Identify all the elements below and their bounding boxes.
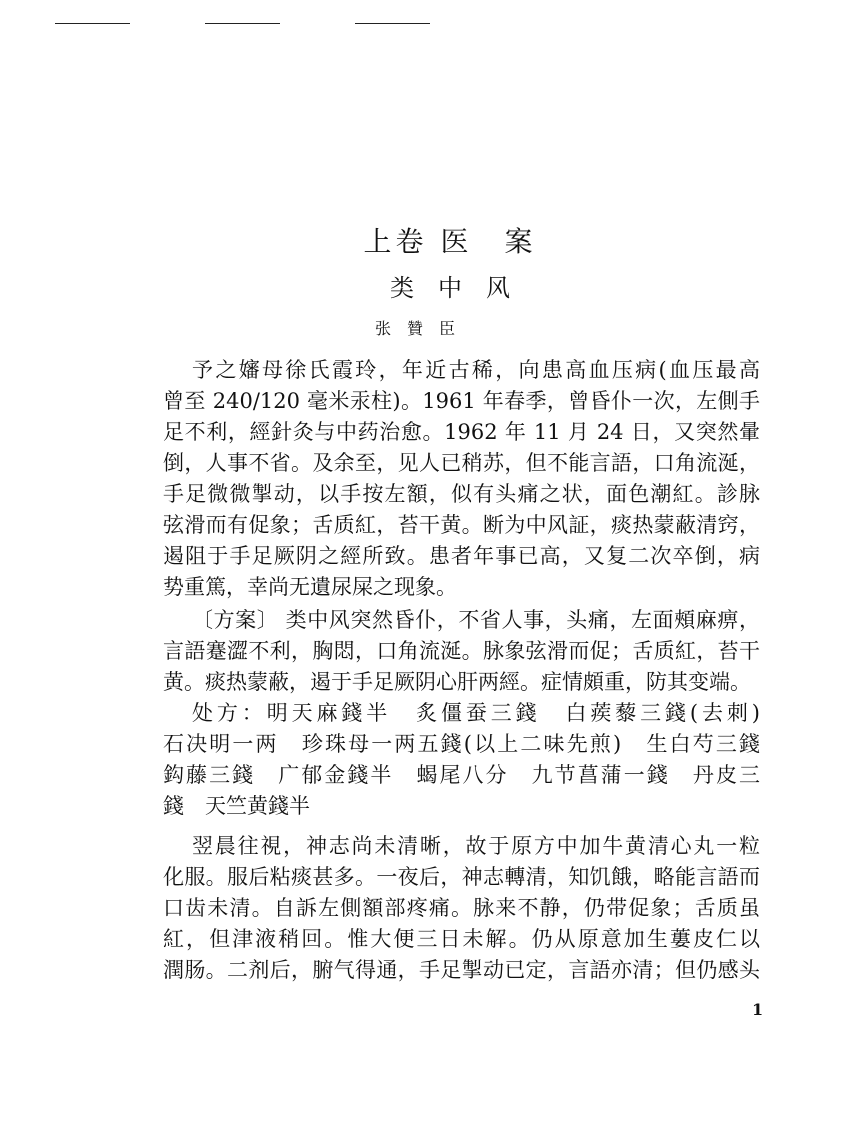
text-line: 口齿未清。自訴左側額部疼痛。脉来不静，仍带促象；舌质虽: [163, 896, 760, 920]
header-rule: [205, 23, 280, 24]
text-line: 〔方案〕 类中风突然昏仆，不省人事，头痛，左面頰麻痹，: [192, 608, 760, 632]
text-line: 翌晨往視，神志尚未清晰，故于原方中加牛黄清心丸一粒: [192, 834, 760, 858]
text-line: 遏阻于手足厥阴之經所致。患者年事已高，又复二次卒倒，病: [163, 544, 760, 568]
text-line: 曾至 240/120 毫米汞柱)。1961 年春季，曾昏仆一次，左側手: [163, 389, 760, 413]
text-line: 言語蹇澀不利，胸悶，口角流涎。脉象弦滑而促；舌质紅，苔干: [163, 639, 760, 663]
text-line: 潤肠。二剂后，腑气得通，手足掣动已定，言語亦清；但仍感头: [163, 958, 760, 982]
text-line: 势重篤，幸尚无遺尿屎之现象。: [163, 575, 457, 599]
text-line: 手足微微掣动，以手按左額，似有头痛之状，面色潮紅。診脉: [163, 482, 760, 506]
text-line: 处方：明天麻錢半 炙僵蚕三錢 白蒺藜三錢(去刺): [192, 701, 760, 725]
volume-heading: 上卷 医 案: [363, 225, 537, 258]
page-number: 1: [752, 1000, 764, 1019]
section-title: 类 中 风: [390, 274, 510, 302]
text-line: 錢 天竺黄錢半: [163, 794, 310, 818]
author: 张 贊 臣: [374, 319, 455, 338]
text-line: 鈎藤三錢 广郁金錢半 蝎尾八分 九节菖蒲一錢 丹皮三: [163, 763, 760, 787]
text-line: 弦滑而有促象；舌质紅，苔干黄。断为中风証，痰热蒙蔽清窍，: [163, 513, 760, 537]
text-line: 予之嬸母徐氏霞玲，年近古稀，向患高血压病(血压最高: [192, 358, 760, 382]
text-line: 紅，但津液稍回。惟大便三日未解。仍从原意加生蔞皮仁以: [163, 927, 760, 951]
text-line: 黄。痰热蒙蔽，遏于手足厥阴心肝两經。症情頗重，防其变端。: [163, 670, 751, 694]
text-line: 化服。服后粘痰甚多。一夜后，神志轉清，知饥餓，略能言語而: [163, 865, 760, 889]
header-rule: [55, 23, 130, 24]
header-rule: [355, 23, 430, 24]
text-line: 足不利，經針灸与中药治愈。1962 年 11 月 24 日，又突然暈: [163, 420, 760, 444]
text-line: 石决明一两 珍珠母一两五錢(以上二味先煎) 生白芍三錢: [163, 732, 760, 756]
text-line: 倒，人事不省。及余至，见人已稍苏，但不能言語，口角流涎，: [163, 451, 760, 475]
